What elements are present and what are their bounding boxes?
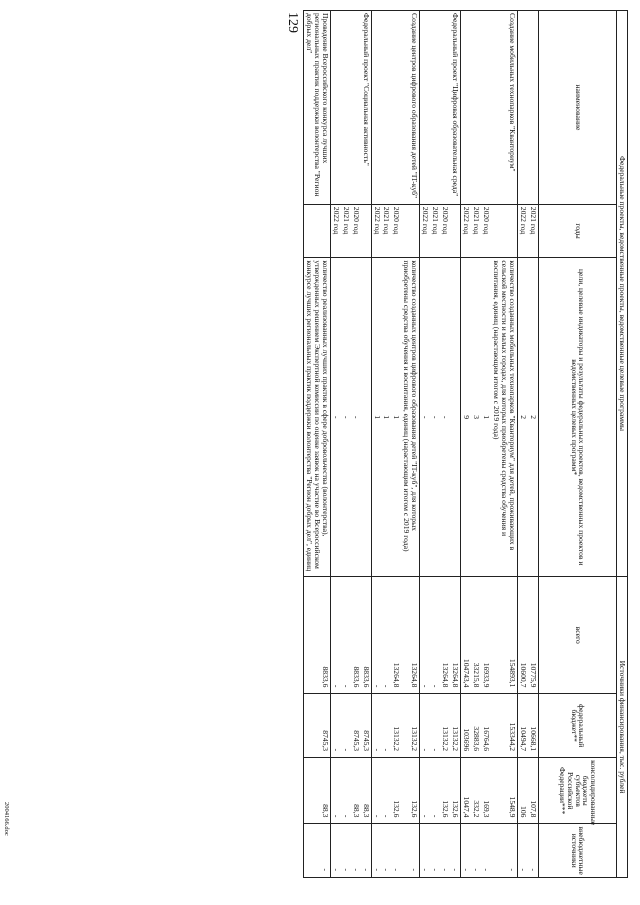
cell-total: 16933,9 <box>481 577 491 694</box>
cell-name: Проведение Всероссийского конкурса лучших региональных практик поддержки волонтерства "Регион добрых дел" <box>303 11 330 205</box>
table-row <box>440 11 450 878</box>
cell-extrabudget: - <box>341 824 351 878</box>
table-row <box>392 11 402 878</box>
cell-indicator: - <box>440 258 450 577</box>
cell-regional: - <box>430 758 440 824</box>
cell-name <box>420 11 430 205</box>
cell-total: 13264,8 <box>440 577 450 694</box>
table-row <box>491 11 517 878</box>
cell-name <box>392 11 402 205</box>
cell-total: 8833,6 <box>351 577 361 694</box>
cell-name <box>481 11 491 205</box>
col-header-years: годы <box>539 204 617 258</box>
cell-regional: 132,6 <box>450 758 460 824</box>
cell-indicator: 1 <box>382 258 392 577</box>
cell-indicator: - <box>351 258 361 577</box>
cell-name <box>371 11 381 205</box>
cell-federal: - <box>430 694 440 758</box>
cell-regional: - <box>330 758 340 824</box>
cell-regional: - <box>371 758 381 824</box>
cell-total: 13264,8 <box>450 577 460 694</box>
cell-year <box>491 204 517 258</box>
col-header-extrabudget: внебюджетные источники <box>539 824 617 878</box>
cell-year: 2020 год <box>481 204 491 258</box>
cell-total: 104743,4 <box>461 577 471 694</box>
cell-total: 10775,9 <box>528 577 538 694</box>
cell-year <box>450 204 460 258</box>
cell-year: 2021 год <box>341 204 351 258</box>
cell-indicator <box>361 258 371 577</box>
col-header-federal: федеральный бюджет** <box>539 694 617 758</box>
col-header-indicators: цели, целевые индикаторы и результаты федеральных проектов, ведомственных проектов и ведомственных целевых программ* <box>539 258 617 577</box>
cell-year: 2021 год <box>471 204 481 258</box>
cell-federal: - <box>341 694 351 758</box>
cell-total: - <box>382 577 392 694</box>
cell-name <box>471 11 481 205</box>
cell-extrabudget: - <box>450 824 460 878</box>
cell-extrabudget: - <box>392 824 402 878</box>
cell-extrabudget: - <box>371 824 381 878</box>
cell-name <box>440 11 450 205</box>
cell-indicator: количество созданных мобильных технопарков "Кванториум" для детей, проживающих в сельской местности и малых городах, для которых приобретены средства обучения и воспитания, единиц (нарастающим итогом с 2019 года) <box>491 258 517 577</box>
cell-year: 2022 год <box>518 204 528 258</box>
cell-regional: 88,3 <box>361 758 371 824</box>
cell-extrabudget: - <box>430 824 440 878</box>
funding-group-header: Источники финансирования, тыс. рублей <box>617 577 628 878</box>
cell-indicator: 2 <box>528 258 538 577</box>
cell-total: 8833,6 <box>361 577 371 694</box>
cell-extrabudget: - <box>351 824 361 878</box>
cell-indicator: - <box>430 258 440 577</box>
cell-indicator: 9 <box>461 258 471 577</box>
cell-name: Федеральный проект "Социальная активность" <box>361 11 371 205</box>
cell-regional: 106 <box>518 758 528 824</box>
cell-extrabudget: - <box>461 824 471 878</box>
cell-year: 2020 год <box>351 204 361 258</box>
cell-name <box>382 11 392 205</box>
cell-regional: 332,2 <box>471 758 481 824</box>
table-row <box>401 11 419 878</box>
cell-indicator: - <box>341 258 351 577</box>
cell-extrabudget: - <box>518 824 528 878</box>
cell-indicator: 1 <box>481 258 491 577</box>
cell-regional: 132,6 <box>392 758 402 824</box>
cell-extrabudget: - <box>361 824 371 878</box>
table-body <box>303 11 538 878</box>
cell-federal: 103696 <box>461 694 471 758</box>
cell-federal: - <box>420 694 430 758</box>
col-header-total: всего <box>539 577 617 694</box>
cell-year: 2021 год <box>430 204 440 258</box>
cell-extrabudget: - <box>491 824 517 878</box>
cell-federal: 8745,3 <box>303 694 330 758</box>
cell-total: 10600,7 <box>518 577 528 694</box>
cell-total: - <box>341 577 351 694</box>
table-row <box>341 11 351 878</box>
cell-total: - <box>430 577 440 694</box>
table-row <box>330 11 340 878</box>
cell-year <box>401 204 419 258</box>
cell-regional: - <box>382 758 392 824</box>
table-row <box>461 11 471 878</box>
cell-extrabudget: - <box>420 824 430 878</box>
cell-year: 2022 год <box>461 204 471 258</box>
cell-year: 2022 год <box>371 204 381 258</box>
col-header-name: наименование <box>539 11 617 205</box>
table-row <box>450 11 460 878</box>
cell-extrabudget: - <box>303 824 330 878</box>
cell-year <box>303 204 330 258</box>
cell-extrabudget: - <box>471 824 481 878</box>
cell-regional: - <box>420 758 430 824</box>
cell-federal: 13132,2 <box>401 694 419 758</box>
cell-name <box>528 11 538 205</box>
cell-indicator: 1 <box>371 258 381 577</box>
table-row <box>518 11 528 878</box>
cell-name <box>461 11 471 205</box>
table-row <box>351 11 361 878</box>
cell-total: - <box>420 577 430 694</box>
cell-extrabudget: - <box>481 824 491 878</box>
cell-regional: 132,6 <box>440 758 450 824</box>
col-header-regional: консолидированные бюджеты субъектов Российской Федерации*** <box>539 758 617 824</box>
cell-total: 13264,8 <box>392 577 402 694</box>
cell-extrabudget: - <box>330 824 340 878</box>
table-row <box>430 11 440 878</box>
cell-extrabudget: - <box>528 824 538 878</box>
cell-federal: - <box>382 694 392 758</box>
cell-name: Федеральный проект "Цифровая образовательная среда" <box>450 11 460 205</box>
cell-name <box>518 11 528 205</box>
table-row <box>471 11 481 878</box>
cell-indicator: 2 <box>518 258 528 577</box>
cell-total: 13264,8 <box>401 577 419 694</box>
cell-regional: - <box>341 758 351 824</box>
cell-federal: 32883,6 <box>471 694 481 758</box>
cell-year: 2020 год <box>392 204 402 258</box>
cell-regional: 132,6 <box>401 758 419 824</box>
file-footer: 2004166.doc <box>3 802 10 836</box>
rotated-table-container <box>36 10 628 878</box>
cell-federal: 13132,2 <box>450 694 460 758</box>
table-row <box>481 11 491 878</box>
cell-indicator: 1 <box>392 258 402 577</box>
cell-indicator: количество реализованных лучших практик в сфере добровольчества (волонтерства), утвержденных решением Экспертной комиссии по оценке заявок на участие во Всероссийском конкурсе лучших региональных практик поддержки волонтерства "Регион добрых дел", единиц <box>303 258 330 577</box>
table-row <box>528 11 538 878</box>
cell-total: - <box>330 577 340 694</box>
cell-year: 2022 год <box>330 204 340 258</box>
table-row <box>382 11 392 878</box>
cell-total: - <box>371 577 381 694</box>
cell-indicator: - <box>420 258 430 577</box>
cell-federal: 10668,1 <box>528 694 538 758</box>
cell-federal: 153344,2 <box>491 694 517 758</box>
cell-regional: 88,3 <box>303 758 330 824</box>
cell-name: Создание мобильных технопарков "Кванториум" <box>491 11 517 205</box>
table-row <box>361 11 371 878</box>
cell-federal: 16764,6 <box>481 694 491 758</box>
cell-name <box>341 11 351 205</box>
cell-total: 154893,1 <box>491 577 517 694</box>
cell-indicator: - <box>330 258 340 577</box>
cell-indicator: 3 <box>471 258 481 577</box>
cell-year: 2021 год <box>382 204 392 258</box>
cell-federal: 8745,3 <box>361 694 371 758</box>
cell-name <box>351 11 361 205</box>
cell-indicator <box>450 258 460 577</box>
cell-federal: - <box>371 694 381 758</box>
cell-year: 2021 год <box>528 204 538 258</box>
page-number: 129 <box>285 12 300 33</box>
cell-year: 2022 год <box>420 204 430 258</box>
cell-indicator: количество созданных центров цифрового образования детей "IT-куб", для которых приобретены средства обучения и воспитания, единиц (нарастающим итогом с 2019 года) <box>401 258 419 577</box>
table-row <box>420 11 430 878</box>
cell-extrabudget: - <box>401 824 419 878</box>
cell-regional: 1047,4 <box>461 758 471 824</box>
cell-federal: 13132,2 <box>392 694 402 758</box>
cell-regional: 1548,9 <box>491 758 517 824</box>
cell-federal: 8745,3 <box>351 694 361 758</box>
program-funding-table <box>303 10 628 878</box>
cell-year: 2020 год <box>440 204 450 258</box>
table-row <box>303 11 330 878</box>
cell-name <box>430 11 440 205</box>
cell-federal: 10494,7 <box>518 694 528 758</box>
cell-name: Создание центров цифрового образования детей "IT-куб" <box>401 11 419 205</box>
cell-federal: - <box>330 694 340 758</box>
table-row <box>371 11 381 878</box>
cell-total: 33215,8 <box>471 577 481 694</box>
cell-regional: 88,3 <box>351 758 361 824</box>
cell-name <box>330 11 340 205</box>
group-title-header: Федеральные проекты, ведомственные проекты, ведомственные целевые программы <box>617 11 628 577</box>
cell-extrabudget: - <box>382 824 392 878</box>
cell-year <box>361 204 371 258</box>
cell-federal: 13132,2 <box>440 694 450 758</box>
cell-extrabudget: - <box>440 824 450 878</box>
cell-regional: 169,3 <box>481 758 491 824</box>
cell-regional: 107,8 <box>528 758 538 824</box>
cell-total: 8833,6 <box>303 577 330 694</box>
